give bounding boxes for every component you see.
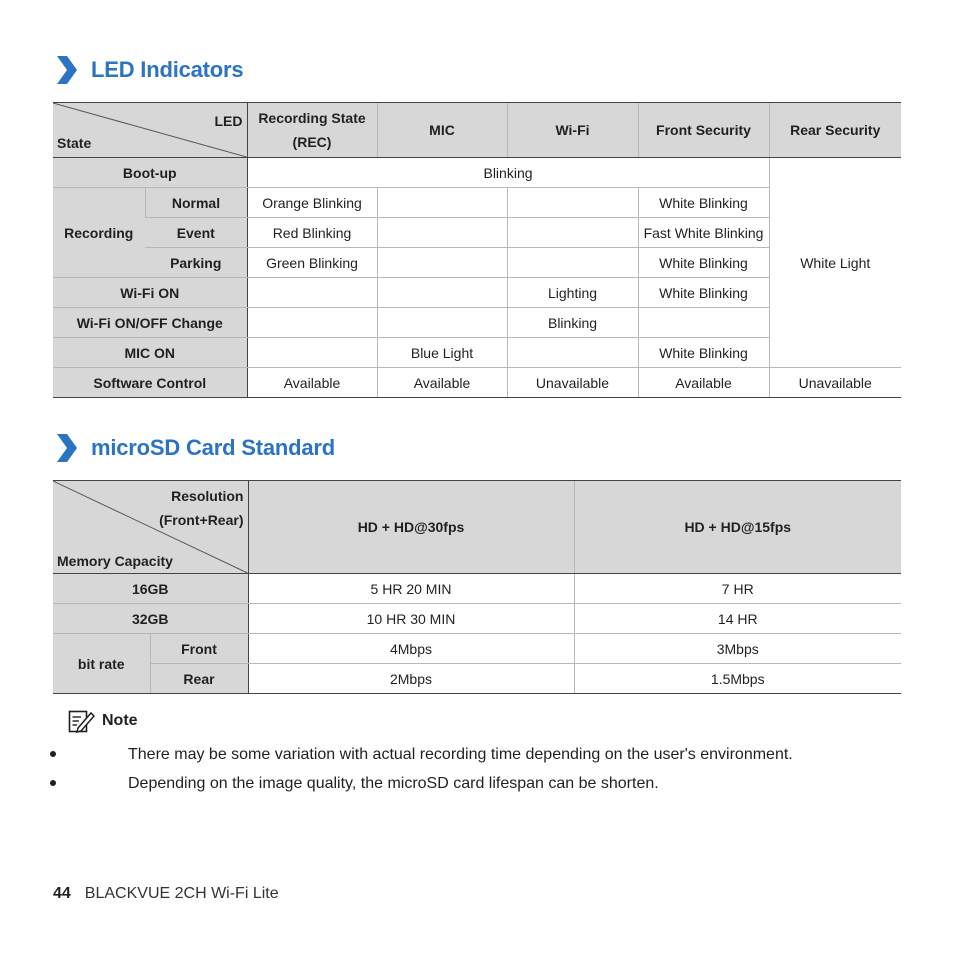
row-group-recording: Recording <box>53 188 145 278</box>
col-front-security: Front Security <box>638 103 769 158</box>
cell: 4Mbps <box>248 634 574 664</box>
cell: Blue Light <box>377 338 507 368</box>
memory-header-label: Memory Capacity <box>57 553 173 569</box>
cell: White Blinking <box>638 338 769 368</box>
cell: Unavailable <box>507 368 638 398</box>
microsd-table <box>53 480 901 694</box>
col-wifi: Wi-Fi <box>507 103 638 158</box>
cell <box>247 308 377 338</box>
col-recording-state: Recording State (REC) <box>247 103 377 158</box>
product-name: BLACKVUE 2CH Wi-Fi Lite <box>84 885 279 902</box>
chevron-right-icon <box>53 54 79 86</box>
table-row <box>53 664 901 694</box>
row-label-wifi-change: Wi-Fi ON/OFF Change <box>53 308 247 338</box>
sd-corner-header <box>53 481 248 574</box>
row-label-front: Front <box>150 634 248 664</box>
table-row <box>53 604 901 634</box>
note-title: Note <box>102 712 138 729</box>
cell: 7 HR <box>574 574 901 604</box>
cell: Available <box>247 368 377 398</box>
cell: White Blinking <box>638 248 769 278</box>
list-item: Depending on the image quality, the microSD card lifespan can be shorten. <box>8 769 793 798</box>
cell: Unavailable <box>769 368 901 398</box>
cell <box>507 218 638 248</box>
list-item: There may be some variation with actual recording time depending on the user's environment. <box>8 740 793 769</box>
page-number: 44 <box>53 885 71 902</box>
cell: 1.5Mbps <box>574 664 901 694</box>
col-mic: MIC <box>377 103 507 158</box>
col-hd30: HD + HD@30fps <box>248 481 574 574</box>
sd-section-title: microSD Card Standard <box>91 435 335 460</box>
cell <box>507 338 638 368</box>
cell: White Blinking <box>638 188 769 218</box>
row-label-mic-on: MIC ON <box>53 338 247 368</box>
cell <box>377 308 507 338</box>
page-footer <box>53 885 279 903</box>
table-row <box>53 158 901 188</box>
row-label-normal: Normal <box>145 188 247 218</box>
sd-section-heading <box>53 430 335 466</box>
cell: 14 HR <box>574 604 901 634</box>
cell <box>247 338 377 368</box>
table-row <box>53 368 901 398</box>
cell <box>247 278 377 308</box>
cell: 3Mbps <box>574 634 901 664</box>
cell: 2Mbps <box>248 664 574 694</box>
row-group-bitrate: bit rate <box>53 634 150 694</box>
col-hd15: HD + HD@15fps <box>574 481 901 574</box>
cell: White Blinking <box>638 278 769 308</box>
cell: Green Blinking <box>247 248 377 278</box>
cell <box>507 188 638 218</box>
table-row <box>53 634 901 664</box>
cell <box>638 308 769 338</box>
bootup-blinking: Blinking <box>247 158 769 188</box>
cell: 10 HR 30 MIN <box>248 604 574 634</box>
col-rear-security: Rear Security <box>769 103 901 158</box>
row-label-rear: Rear <box>150 664 248 694</box>
resolution-header-label: Resolution (Front+Rear) <box>159 488 244 528</box>
led-section-title: LED Indicators <box>91 57 244 82</box>
cell <box>507 248 638 278</box>
cell: Orange Blinking <box>247 188 377 218</box>
led-indicators-table <box>53 102 901 398</box>
note-pencil-icon <box>68 708 96 734</box>
state-header-label: State <box>57 135 92 151</box>
led-header-label: LED <box>214 113 243 129</box>
cell <box>377 248 507 278</box>
cell: 5 HR 20 MIN <box>248 574 574 604</box>
cell: Blinking <box>507 308 638 338</box>
led-section-heading <box>53 52 243 88</box>
led-state-header <box>53 103 247 158</box>
rear-security-white-light: White Light <box>769 158 901 368</box>
cell <box>377 188 507 218</box>
cell: Fast White Blinking <box>638 218 769 248</box>
cell <box>377 278 507 308</box>
row-label-event: Event <box>145 218 247 248</box>
row-label-software: Software Control <box>53 368 247 398</box>
note-list <box>68 740 793 798</box>
row-label-parking: Parking <box>145 248 247 278</box>
note-block <box>68 708 793 798</box>
cell: Available <box>377 368 507 398</box>
cell: Lighting <box>507 278 638 308</box>
chevron-right-icon <box>53 432 79 464</box>
cell <box>377 218 507 248</box>
row-label-32gb: 32GB <box>53 604 248 634</box>
row-label-bootup: Boot-up <box>53 158 247 188</box>
cell: Red Blinking <box>247 218 377 248</box>
row-label-16gb: 16GB <box>53 574 248 604</box>
cell: Available <box>638 368 769 398</box>
row-label-wifi-on: Wi-Fi ON <box>53 278 247 308</box>
table-row <box>53 574 901 604</box>
